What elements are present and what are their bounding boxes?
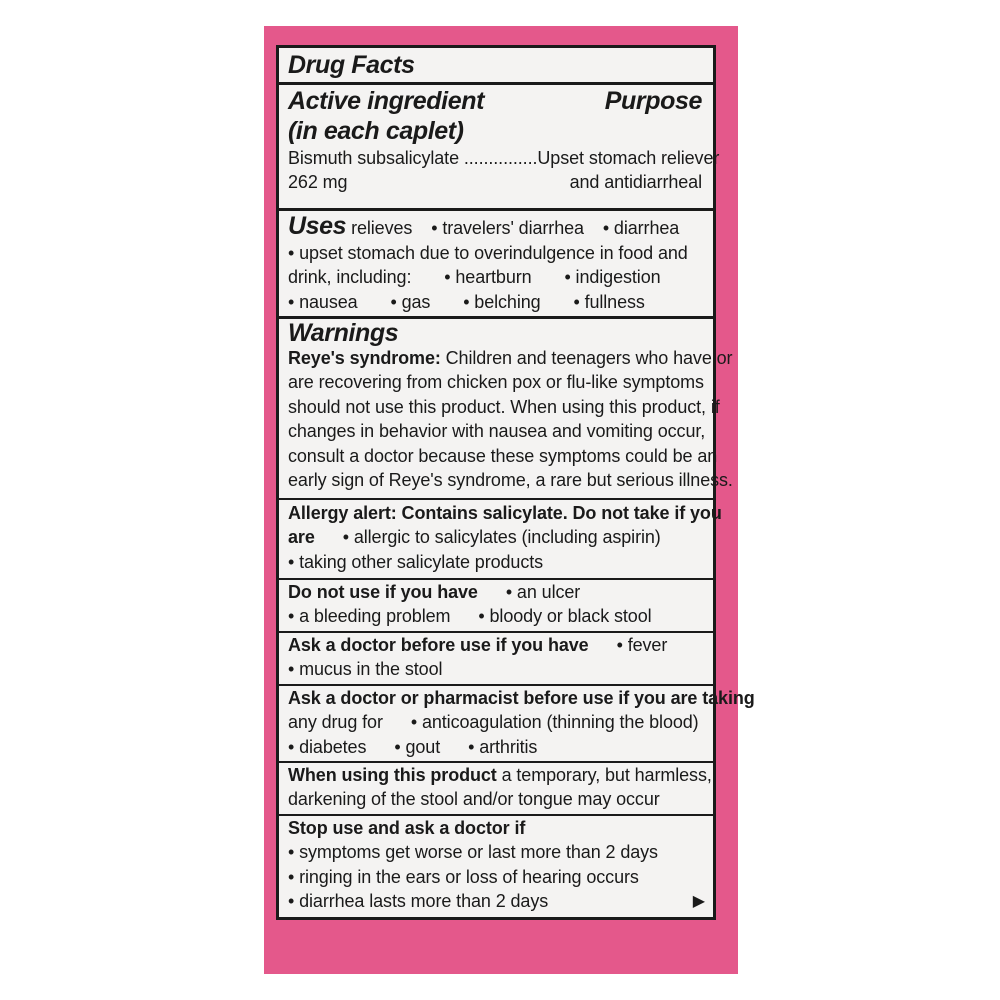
divider xyxy=(279,82,713,85)
reye-text: early sign of Reye's syndrome, a rare but serious illness. xyxy=(288,470,733,491)
allergy-heading: Allergy alert: Contains salicylate. Do not take if you xyxy=(288,503,722,523)
uses-section xyxy=(279,211,713,314)
do-not-use-section xyxy=(279,580,713,629)
divider xyxy=(279,498,713,500)
purpose-heading: Purpose xyxy=(604,87,702,115)
ask-doctor-item: • fever xyxy=(616,635,668,655)
drug-facts-label xyxy=(276,45,755,920)
reye-text: should not use this product. When using this product, if xyxy=(288,396,720,417)
ask-pharmacist-item: • diabetes xyxy=(288,736,367,757)
uses-item: • gas xyxy=(390,291,431,312)
uses-item: • fullness xyxy=(573,291,645,312)
stop-use-item: • symptoms get worse or last more than 2 days xyxy=(288,842,658,863)
when-using-text: darkening of the stool and/or tongue may occur xyxy=(288,789,660,810)
ask-doctor-item: • mucus in the stool xyxy=(288,659,443,680)
uses-item: • indigestion xyxy=(564,267,661,288)
ingredient-name: Bismuth subsalicylate ............... xyxy=(288,148,538,168)
stop-use-item: • ringing in the ears or loss of hearing occurs xyxy=(288,866,639,887)
warnings-heading: Warnings xyxy=(288,319,399,347)
active-ingredient-heading: Active ingredient xyxy=(288,87,485,115)
when-using-heading: When using this product xyxy=(288,765,497,785)
uses-item: • travelers' diarrhea xyxy=(431,218,584,238)
purpose-text-2: and antidiarrheal xyxy=(569,172,702,193)
drug-facts-title: Drug Facts xyxy=(288,51,415,79)
uses-item: • upset stomach due to overindulgence in food and xyxy=(288,243,688,263)
uses-text: relieves xyxy=(351,218,413,238)
do-not-use-heading: Do not use if you have xyxy=(288,582,478,602)
drug-facts-title-section xyxy=(279,50,713,80)
allergy-item: • taking other salicylate products xyxy=(288,551,544,572)
uses-item: • diarrhea xyxy=(602,218,680,238)
allergy-item: • allergic to salicylates (including aspirin) xyxy=(342,527,661,548)
allergy-heading-end: are xyxy=(288,527,315,548)
uses-heading: Uses xyxy=(288,212,347,240)
uses-text: drink, including: xyxy=(288,267,412,288)
stop-use-section xyxy=(279,816,713,914)
do-not-use-item: • a bleeding problem xyxy=(288,606,451,627)
ask-pharmacist-section xyxy=(279,686,755,759)
ask-pharmacist-text: any drug for xyxy=(288,712,383,733)
active-ingredient-section xyxy=(279,86,720,195)
reye-text: consult a doctor because these symptoms could be an xyxy=(288,445,718,466)
do-not-use-item: • bloody or black stool xyxy=(478,606,652,627)
reye-text: changes in behavior with nausea and vomiting occur, xyxy=(288,421,706,442)
ask-doctor-heading: Ask a doctor before use if you have xyxy=(288,635,589,655)
continue-arrow-icon: ▶ xyxy=(692,893,705,910)
allergy-section xyxy=(279,501,722,574)
ask-pharmacist-item: • arthritis xyxy=(468,736,538,757)
when-using-text: a temporary, but harmless, xyxy=(501,765,712,785)
reye-text: Children and teenagers who have or xyxy=(445,348,733,368)
reye-text: are recovering from chicken pox or flu-like symptoms xyxy=(288,372,704,393)
when-using-section xyxy=(279,763,713,812)
uses-item: • nausea xyxy=(288,291,358,312)
ask-pharmacist-item: • anticoagulation (thinning the blood) xyxy=(410,712,699,733)
reye-heading: Reye's syndrome: xyxy=(288,348,441,368)
ask-doctor-section xyxy=(279,633,713,682)
stop-use-item: • diarrhea lasts more than 2 days xyxy=(288,891,549,912)
uses-item: • belching xyxy=(463,291,541,312)
ask-pharmacist-item: • gout xyxy=(394,736,441,757)
ingredient-dose: 262 mg xyxy=(288,172,348,193)
ask-pharmacist-heading: Ask a doctor or pharmacist before use if you are taking xyxy=(288,688,755,708)
stop-use-heading: Stop use and ask a doctor if xyxy=(288,818,526,838)
uses-item: • heartburn xyxy=(444,267,532,288)
purpose-text: Upset stomach reliever xyxy=(537,148,720,168)
do-not-use-item: • an ulcer xyxy=(505,582,581,602)
active-ingredient-subheading: (in each caplet) xyxy=(288,117,464,145)
warnings-section xyxy=(279,319,733,492)
